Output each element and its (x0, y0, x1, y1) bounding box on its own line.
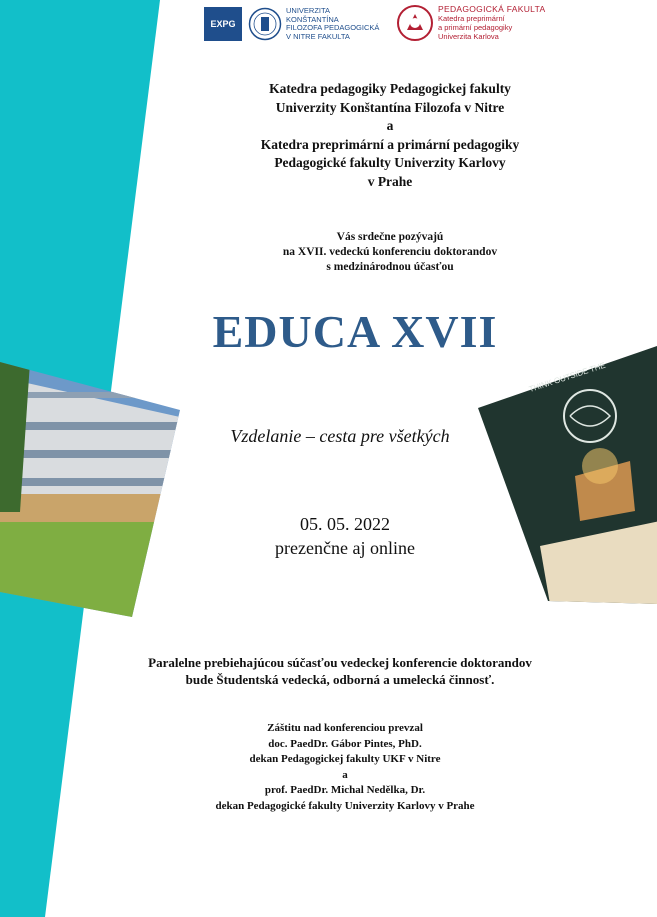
ukf-logo-text: UNIVERZITA KONŠTANTÍNA FILOZOFA PEDAGOGICKÁ V NITRE FAKULTA (286, 6, 380, 41)
organizers: Katedra pedagogiky Pedagogickej fakulty Univerzity Konštantína Filozofa v Nitre a Katedra preprimární a primární pedagogiky Pedagogické fakulty Univerzity Karlovy v Prahe (260, 81, 520, 189)
conference-title: EDUCA XVII (212, 306, 498, 357)
parallel-session: Paralelne prebiehajúcou súčasťou vedeckej konferencie doktorandov bude Študentská vedecká, odborná a umelecká činnosť. (148, 655, 532, 687)
uk-logo-text: PEDAGOGICKÁ FAKULTA Katedra preprimární a primární pedagogiky Univerzita Karlova (438, 4, 546, 41)
building-photo (0, 362, 180, 617)
patronage: Záštitu nad konferenciou prevzal doc. PaedDr. Gábor Pintes, PhD. dekan Pedagogickej fakulty UKF v Nitre a prof. PaedDr. Michal Nedělka, Dr. dekan Pedagogické fakulty Univerzity Karlovy v Prahe (215, 722, 475, 812)
ukf-logo (204, 6, 379, 42)
uk-seal-icon (396, 4, 434, 42)
chalkboard-text: THINK OUTSIDE THE (527, 360, 607, 394)
chalkboard-photo (470, 346, 657, 604)
invitation-text: Vás srdečne pozývajú na XVII. vedeckú konferenciu doktorandov s medzinárodnou účasťou (282, 231, 498, 273)
ukf-seal-icon (248, 7, 282, 41)
conference-subtitle: Vzdelanie – cesta pre všetkých (230, 426, 450, 446)
event-date: 05. 05. 2022 prezenčne aj online (275, 514, 415, 558)
ukf-logo-box: EXPG (204, 7, 242, 41)
